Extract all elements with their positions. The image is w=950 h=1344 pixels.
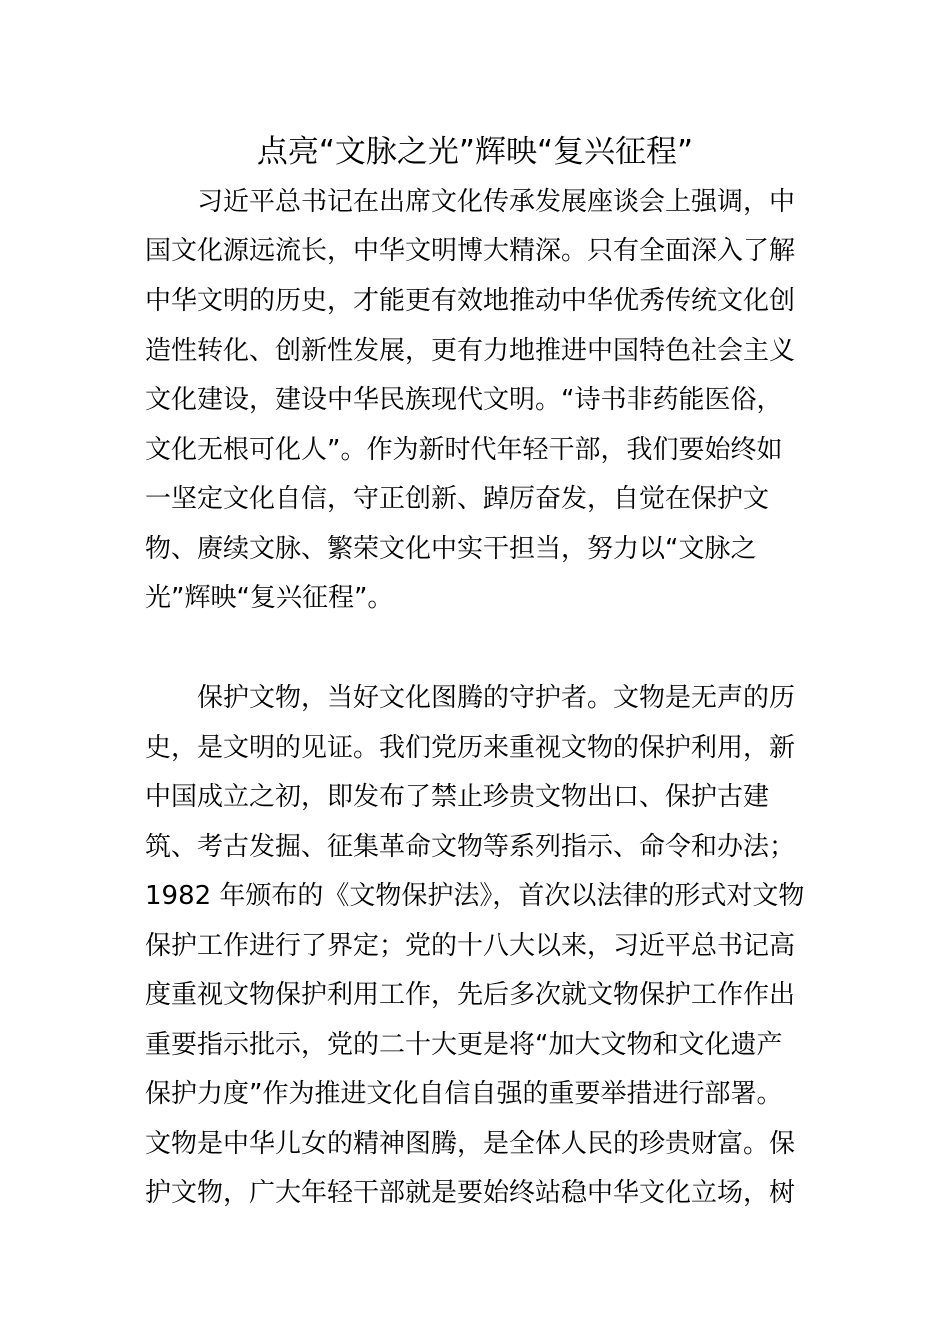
- paragraph-line: 中国成立之初，即发布了禁止珍贵文物出口、保护古建: [145, 782, 770, 812]
- paragraph-line: 保护工作进行了界定；党的十八大以来，习近平总书记高: [145, 931, 796, 961]
- paragraph-line: 护文物，广大年轻干部就是要始终站稳中华文化立场，树: [145, 1178, 796, 1208]
- paragraph-line: 保护文物，当好文化图腾的守护者。文物是无声的历: [197, 683, 796, 713]
- paragraph-line: 国文化源远流长，中华文明博大精深。只有全面深入了解: [145, 236, 796, 266]
- paragraph-line: 文化无根可化人”。作为新时代年轻干部，我们要始终如: [145, 435, 783, 465]
- paragraph-line: 一坚定文化自信，守正创新、踔厉奋发，自觉在保护文: [145, 484, 770, 514]
- paragraph-line: 重要指示批示，党的二十大更是将“加大文物和文化遗产: [145, 1030, 783, 1060]
- paragraph-line: 物、赓续文脉、繁荣文化中实干担当，努力以“文脉之: [145, 534, 757, 564]
- paragraph-line: 筑、考古发掘、征集革命文物等系列指示、命令和办法；: [145, 832, 796, 862]
- paragraph-line: 文物是中华儿女的精神图腾，是全体人民的珍贵财富。保: [145, 1129, 796, 1159]
- paragraph-line: 度重视文物保护利用工作，先后多次就文物保护工作作出: [145, 980, 796, 1010]
- paragraph-line: 中华文明的历史，才能更有效地推动中华优秀传统文化创: [145, 286, 796, 316]
- paragraph-line: 习近平总书记在出席文化传承发展座谈会上强调，中: [197, 187, 796, 217]
- paragraph-line: 1982 年颁布的《文物保护法》，首次以法律的形式对文物: [145, 881, 805, 911]
- paragraph-line: 造性转化、创新性发展，更有力地推进中国特色社会主义: [145, 336, 796, 366]
- paragraph-line: 史，是文明的见证。我们党历来重视文物的保护利用，新: [145, 733, 796, 763]
- paragraph-line: 文化建设，建设中华民族现代文明。“诗书非药能医俗，: [145, 385, 783, 415]
- document-title: 点亮“文脉之光”辉映“复兴征程”: [256, 134, 694, 170]
- paragraph-line: 光”辉映“复兴征程”。: [145, 583, 394, 613]
- paragraph-line: 保护力度”作为推进文化自信自强的重要举措进行部署。: [145, 1079, 783, 1109]
